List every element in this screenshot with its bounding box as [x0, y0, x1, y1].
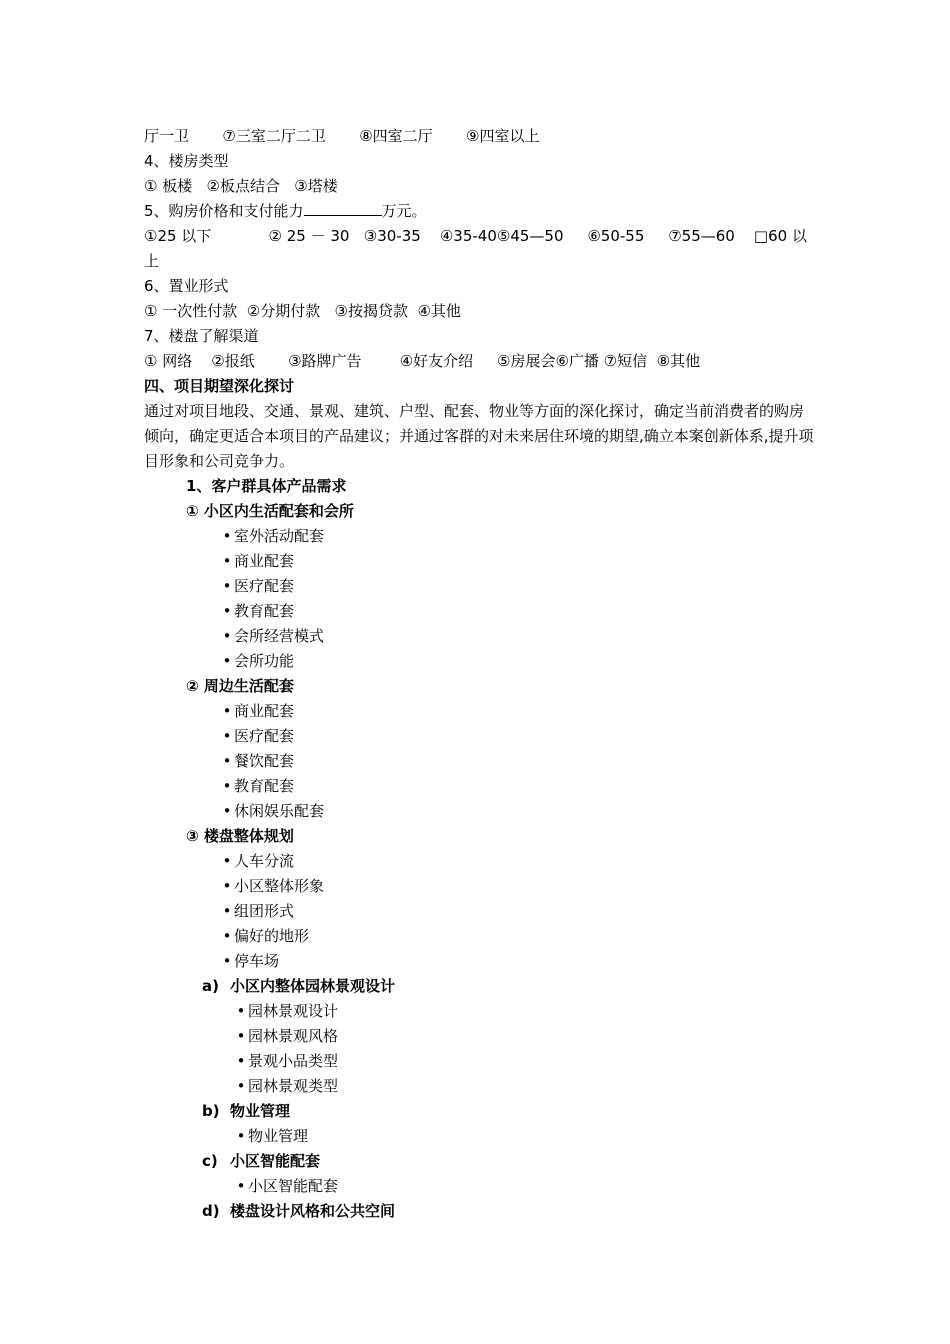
bullet-icon: • [236, 1027, 246, 1045]
bullet-icon: • [222, 527, 232, 545]
bullet-icon: • [236, 1052, 246, 1070]
bullet-item [144, 524, 814, 549]
lettered-groups [144, 974, 814, 1224]
bullet-item [144, 549, 814, 574]
group-title: ③ 楼盘整体规划 [186, 827, 294, 845]
bullet-item [144, 774, 814, 799]
bullet-text: 医疗配套 [234, 727, 295, 745]
question-7-options: ① 网络 ②报纸 ③路牌广告 ④好友介绍 ⑤房展会⑥广播 ⑦短信 ⑧其他 [144, 352, 701, 370]
bullet-text: 人车分流 [234, 852, 295, 870]
bullet-text: 会所功能 [234, 652, 295, 670]
bullet-text: 室外活动配套 [234, 527, 325, 545]
lettered-title-text: 物业管理 [230, 1102, 291, 1120]
bullet-icon: • [222, 952, 232, 970]
bullet-item [144, 574, 814, 599]
bullet-text: 园林景观类型 [248, 1077, 339, 1095]
lettered-title-text: 小区内整体园林景观设计 [230, 977, 396, 995]
lettered-title [144, 1099, 814, 1124]
bullet-text: 园林景观设计 [248, 1002, 339, 1020]
bullet-item [144, 924, 814, 949]
bullet-text: 教育配套 [234, 602, 295, 620]
bullet-icon: • [222, 802, 232, 820]
question-6-options: ① 一次性付款 ②分期付款 ③按揭贷款 ④其他 [144, 302, 461, 320]
bullet-icon: • [222, 702, 232, 720]
bullet-text: 偏好的地形 [234, 927, 310, 945]
question-4-title: 4、楼房类型 [144, 152, 229, 170]
list-marker: c) [202, 1152, 218, 1170]
room-type-options-continued: 厅一卫 ⑦三室二厅二卫 ⑧四室二厅 ⑨四室以上 [144, 127, 540, 145]
bullet-icon: • [236, 1002, 246, 1020]
bullet-text: 景观小品类型 [248, 1052, 339, 1070]
bullet-text: 组团形式 [234, 902, 295, 920]
lettered-title [144, 974, 814, 999]
section-4-heading: 四、项目期望深化探讨 [144, 377, 295, 395]
bullet-item [144, 874, 814, 899]
bullet-icon: • [222, 777, 232, 795]
bullet-text: 物业管理 [248, 1127, 309, 1145]
list-marker: a) [202, 977, 219, 995]
bullet-text: 休闲娱乐配套 [234, 802, 325, 820]
bullet-item [144, 624, 814, 649]
bullet-icon: • [222, 727, 232, 745]
question-5-title-text: 5、购房价格和支付能力 [144, 202, 304, 220]
section-4-intro: 通过对项目地段、交通、景观、建筑、户型、配套、物业等方面的深化探讨，确定当前消费者的购房倾向，确定更适合本项目的产品建议；并通过客群的对未来居住环境的期望,确立本案创新体系,提升项目形象和公司竞争力。 [144, 402, 814, 470]
bullet-text: 园林景观风格 [248, 1027, 339, 1045]
question-4-options: ① 板楼 ②板点结合 ③塔楼 [144, 177, 338, 195]
question-5-options: ①25 以下 ② 25 － 30 ③30-35 ④35-40⑤45—50 ⑥50-55 ⑦55—60 □60 以上 [144, 227, 807, 270]
bullet-item [144, 1049, 814, 1074]
group-title: ① 小区内生活配套和会所 [186, 502, 354, 520]
bullet-text: 餐饮配套 [234, 752, 295, 770]
bullet-item [144, 724, 814, 749]
bullet-text: 教育配套 [234, 777, 295, 795]
group-title: ② 周边生活配套 [186, 677, 294, 695]
lettered-title [144, 1149, 814, 1174]
bullet-icon: • [222, 552, 232, 570]
bullet-icon: • [222, 627, 232, 645]
bullet-item [144, 599, 814, 624]
list-marker: b) [202, 1102, 220, 1120]
bullet-icon: • [222, 577, 232, 595]
bullet-text: 停车场 [234, 952, 280, 970]
lettered-title-text: 楼盘设计风格和公共空间 [230, 1202, 396, 1220]
bullet-item [144, 1074, 814, 1099]
bullet-item [144, 749, 814, 774]
bullet-icon: • [222, 652, 232, 670]
answer-blank [304, 201, 382, 216]
bullet-text: 小区智能配套 [248, 1177, 339, 1195]
bullet-icon: • [222, 852, 232, 870]
subsection-1-heading: 1、客户群具体产品需求 [186, 477, 347, 495]
bullet-icon: • [222, 902, 232, 920]
lettered-title-text: 小区智能配套 [230, 1152, 321, 1170]
lettered-title [144, 1199, 814, 1224]
bullet-icon: • [236, 1127, 246, 1145]
bullet-item [144, 849, 814, 874]
question-5-unit: 万元。 [381, 202, 427, 220]
bullet-text: 会所经营模式 [234, 627, 325, 645]
requirement-groups [144, 499, 814, 974]
bullet-item [144, 1024, 814, 1049]
bullet-item [144, 799, 814, 824]
list-marker: d) [202, 1202, 220, 1220]
bullet-icon: • [222, 877, 232, 895]
question-7-title: 7、楼盘了解渠道 [144, 327, 259, 345]
bullet-item [144, 1124, 814, 1149]
bullet-item [144, 649, 814, 674]
bullet-icon: • [222, 927, 232, 945]
bullet-text: 小区整体形象 [234, 877, 325, 895]
bullet-icon: • [236, 1077, 246, 1095]
question-6-title: 6、置业形式 [144, 277, 229, 295]
bullet-item [144, 949, 814, 974]
bullet-text: 商业配套 [234, 702, 295, 720]
document-page [144, 124, 814, 1224]
bullet-icon: • [222, 752, 232, 770]
bullet-text: 医疗配套 [234, 577, 295, 595]
bullet-item [144, 999, 814, 1024]
bullet-item [144, 1174, 814, 1199]
bullet-item [144, 699, 814, 724]
bullet-text: 商业配套 [234, 552, 295, 570]
bullet-item [144, 899, 814, 924]
question-5-title [144, 199, 814, 224]
bullet-icon: • [222, 602, 232, 620]
bullet-icon: • [236, 1177, 246, 1195]
